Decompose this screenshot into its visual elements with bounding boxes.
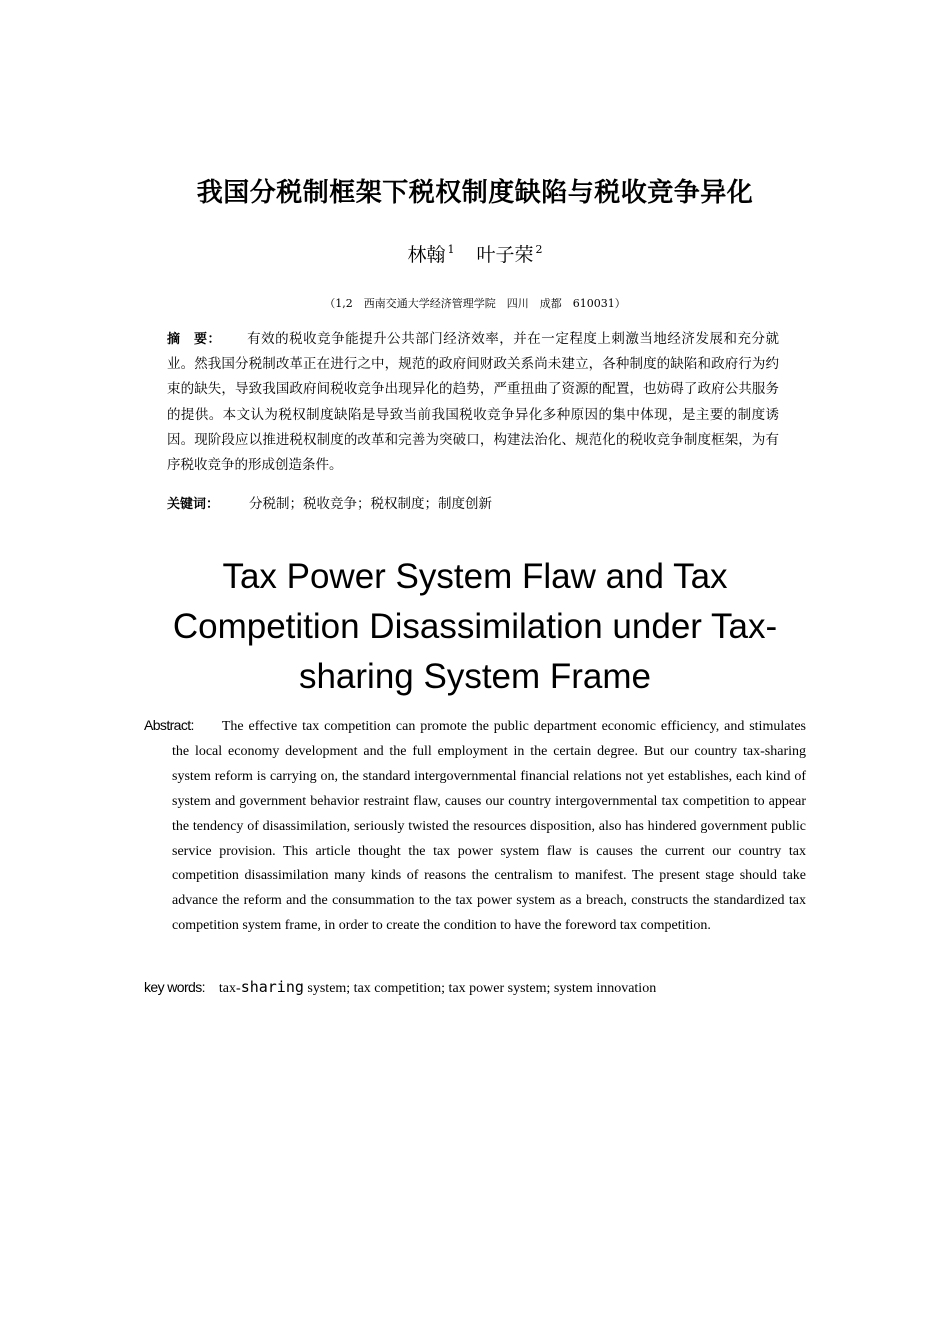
english-abstract bbox=[144, 713, 806, 939]
chinese-keywords-label: 关键词： bbox=[167, 497, 220, 512]
chinese-keywords bbox=[167, 492, 492, 512]
chinese-title: 我国分税制框架下税权制度缺陷与税收竞争异化 bbox=[196, 178, 754, 208]
author-2-affil-mark: 2 bbox=[535, 243, 543, 256]
english-title-line-2: Competition Disassimilation under Tax- bbox=[172, 607, 778, 646]
english-abstract-text: The effective tax competition can promote the public department economic efficiency, and stimulates the local economy development and the full employment in the certain degree. But our country tax-sharing system reform is carrying on, the standard intergovernmental financial relations not yet establishes, each kind of system and government behavior restraint flaw, causes our country intergovernmental tax competition to appear the tendency of disassimilation, seriously twisted the resources disposition, also has hindered government public service provision. This article thought the tax power system flaw is causes the current our country tax competition disassimilation many kinds of reasons the centralism to manifest. The present stage should take advance the reform and the consummation to the tax power system as a breach, constructs the standardized tax competition system frame, in order to create the condition to have the foreword tax competition. bbox=[172, 719, 806, 934]
author-2: 叶子荣 bbox=[476, 244, 534, 266]
english-title-line-1: Tax Power System Flaw and Tax bbox=[222, 557, 728, 596]
english-keywords bbox=[144, 978, 656, 997]
authors bbox=[0, 240, 950, 267]
english-keywords-rest: system; tax competition; tax power system; system innovation bbox=[303, 981, 657, 996]
chinese-keywords-text: 分税制；税收竞争；税权制度；制度创新 bbox=[249, 496, 493, 512]
english-abstract-label: Abstract: bbox=[144, 717, 194, 733]
english-keywords-mono: sharing bbox=[240, 978, 304, 996]
author-1-affil-mark: 1 bbox=[447, 243, 455, 256]
chinese-abstract-text: 有效的税收竞争能提升公共部门经济效率，并在一定程度上刺激当地经济发展和充分就业。然我国分税制改革正在进行之中，规范的政府间财政关系尚未建立，各种制度的缺陷和政府行为约束的缺失，导致我国政府间税收竞争出现异化的趋势，严重扭曲了资源的配置，也妨碍了政府公共服务的提供。本文认为税权制度缺陷是导致当前我国税收竞争异化多种原因的集中体现，是主要的制度诱因。现阶段应以推进税权制度的改革和完善为突破口，构建法治化、规范化的税收竞争制度框架，为有序税收竞争的形成创造条件。 bbox=[167, 331, 779, 474]
chinese-abstract-label: 摘 要： bbox=[167, 332, 222, 347]
english-title bbox=[130, 552, 820, 702]
english-keywords-prefix: tax- bbox=[218, 981, 241, 996]
english-title-line-3: sharing System Frame bbox=[298, 657, 652, 696]
english-keywords-label: key words: bbox=[144, 979, 205, 995]
affiliation: （1,2 西南交通大学经济管理学院 四川 成都 610031） bbox=[324, 297, 626, 310]
chinese-abstract bbox=[167, 327, 779, 478]
author-1: 林翰 bbox=[407, 244, 446, 266]
